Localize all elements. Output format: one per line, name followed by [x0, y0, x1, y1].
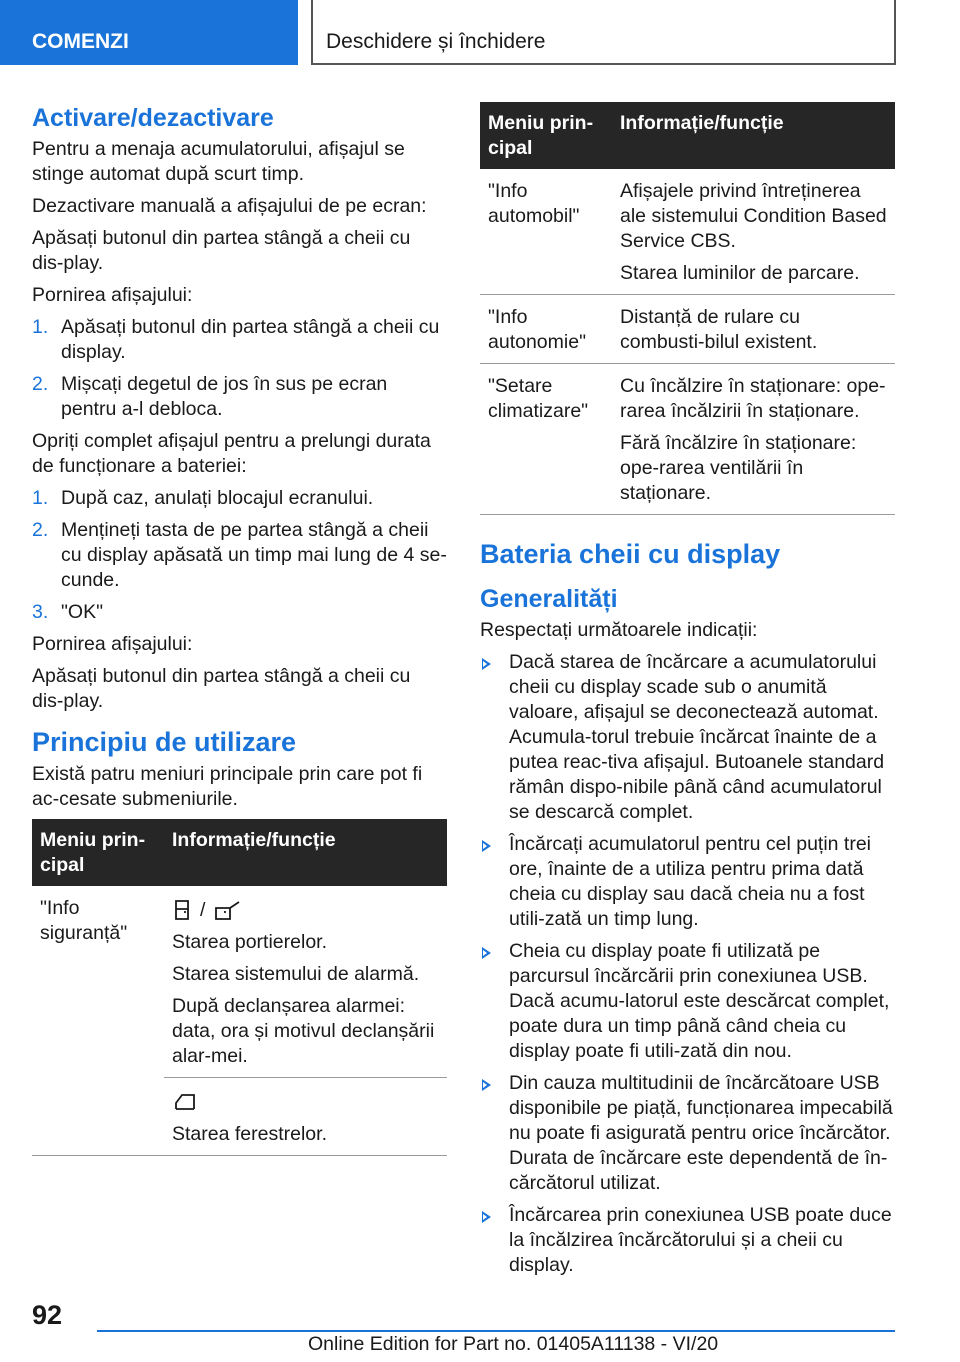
list-item	[32, 600, 447, 625]
paragraph: Respectați următoarele indicații:	[480, 619, 758, 641]
bullet-text: Cheia cu display poate fi utilizată pe parcursul încărcării prin conexiunea USB. Dacă acumu-latorul este descărcat complet, poate dura un timp până când cheia cu display poate fi utili-zată din nou.	[509, 940, 890, 1062]
footer-divider	[97, 1330, 895, 1332]
table-header-row	[32, 819, 447, 886]
paragraph: Dezactivare manuală a afișajului de pe ecran:	[32, 195, 427, 217]
step-number: 2.	[32, 373, 49, 395]
left-column	[32, 100, 447, 1164]
bullet-text: Încărcați acumulatorul pentru cel puțin trei ore, înainte de a utiliza pentru prima dată cheia cu display sau dacă cheia nu a fost utili-zată un timp lung.	[509, 833, 872, 930]
info-line: Distanță de rulare cu combusti-bilul existent.	[620, 306, 818, 353]
table-header-menu: Meniu prin-cipal	[32, 819, 164, 886]
paragraph: Există patru meniuri principale prin care pot fi ac-cesate submeniurile.	[32, 763, 423, 810]
table-cell-menu: "Info automobil"	[480, 169, 612, 295]
bullet-triangle-icon	[482, 1211, 491, 1223]
info-line: Cu încălzire în staționare: ope-rarea încălzirii în staționare.	[620, 375, 886, 422]
paragraph: Opriți complet afișajul pentru a prelungi durata de funcționare a bateriei:	[32, 430, 431, 477]
bullet-text: Dacă starea de încărcare a acumulatorului cheii cu display scade sub o anumită valoare, afișajul se deconectează automat. Acumula-torul trebuie încărcat înainte de a putea reac-tiva afișajul. Butoanele standard rămân dispo-nibile până când acumulatorul se descarcă complet.	[509, 651, 885, 823]
heading-principle: Principiu de utilizare	[32, 727, 297, 757]
door-closed-icon	[172, 899, 192, 921]
table-header-menu: Meniu prin-cipal	[480, 102, 612, 169]
bullet-triangle-icon	[482, 840, 491, 852]
table-row	[480, 364, 895, 515]
sub-row-windows	[164, 1077, 447, 1147]
paragraph: Apăsați butonul din partea stângă a cheii cu dis-play.	[32, 665, 411, 712]
table-cell-menu: "Info siguranță"	[32, 886, 164, 1156]
step-text: Apăsați butonul din partea stângă a cheii cu display.	[61, 316, 440, 363]
table-header-row	[480, 102, 895, 169]
bullet-triangle-icon	[482, 1079, 491, 1091]
list-item	[32, 486, 447, 511]
bullet-text: Din cauza multitudinii de încărcătoare USB disponibile pe piață, funcționarea impecabilă nu poate fi asigurată pentru orice încărcător. Durata de încărcare este dependentă de în-cărcătorul utilizat.	[509, 1072, 893, 1194]
list-item	[32, 372, 447, 422]
steps-list-1	[32, 315, 447, 422]
step-number: 3.	[32, 601, 49, 623]
list-item	[480, 832, 895, 932]
list-item	[480, 1203, 895, 1278]
list-item	[480, 939, 895, 1064]
heading-activation: Activare/dezactivare	[32, 104, 274, 132]
paragraph: Pentru a menaja acumulatorului, afișajul se stinge automat după scurt timp.	[32, 138, 405, 185]
step-text: După caz, anulați blocajul ecranului.	[61, 487, 374, 509]
table-row	[480, 169, 895, 295]
page-number: 92	[32, 1300, 63, 1330]
section-tab: COMENZI	[0, 0, 298, 65]
list-item	[32, 518, 447, 593]
paragraph: Pornirea afișajului:	[32, 633, 193, 655]
list-item	[32, 315, 447, 365]
heading-general: Generalități	[480, 585, 618, 613]
slash-separator: /	[200, 898, 206, 921]
heading-battery: Bateria cheii cu display	[480, 539, 781, 569]
info-line: Fără încălzire în staționare: ope-rarea ventilării în staționare.	[620, 432, 857, 504]
table-cell-info	[164, 886, 447, 1156]
info-line: Starea luminilor de parcare.	[620, 262, 860, 284]
list-item	[480, 1071, 895, 1196]
bullet-triangle-icon	[482, 658, 491, 670]
info-line: Starea ferestrelor.	[172, 1123, 327, 1145]
info-line: Starea sistemului de alarmă.	[172, 963, 420, 985]
notes-list	[480, 650, 895, 1278]
door-open-icon	[213, 899, 243, 921]
menu-table-left	[32, 819, 447, 1156]
menu-table-right	[480, 102, 895, 515]
bullet-triangle-icon	[482, 947, 491, 959]
window-icon-line	[172, 1088, 441, 1116]
door-icons-line	[172, 896, 441, 924]
step-number: 1.	[32, 316, 49, 338]
step-text: Mișcați degetul de jos în sus pe ecran pentru a-l debloca.	[61, 373, 388, 420]
step-number: 2.	[32, 519, 49, 541]
table-header-info: Informație/funcție	[164, 819, 447, 886]
info-line: După declanșarea alarmei: data, ora și motivul declanșării alar-mei.	[172, 995, 435, 1067]
table-header-info: Informație/funcție	[612, 102, 895, 169]
chapter-title: Deschidere și închidere	[311, 0, 896, 65]
step-text: "OK"	[61, 601, 104, 623]
table-cell-menu: "Info autonomie"	[480, 295, 612, 364]
footer-edition: Online Edition for Part no. 01405A11138 - VI/20	[308, 1333, 719, 1355]
table-cell-info	[612, 169, 895, 295]
info-line: Starea portierelor.	[172, 931, 328, 953]
paragraph: Pornirea afișajului:	[32, 284, 193, 306]
right-column	[480, 102, 895, 1285]
table-row	[480, 295, 895, 364]
bullet-text: Încărcarea prin conexiunea USB poate duce la încălzirea încărcătorului și a cheii cu display.	[509, 1204, 892, 1276]
table-row	[32, 886, 447, 1156]
step-number: 1.	[32, 487, 49, 509]
step-text: Mențineți tasta de pe partea stângă a cheii cu display apăsată un timp mai lung de 4 se-cunde.	[61, 519, 447, 591]
info-line: Afișajele privind întreținerea ale sistemului Condition Based Service CBS.	[620, 180, 887, 252]
list-item	[480, 650, 895, 825]
paragraph: Apăsați butonul din partea stângă a cheii cu dis-play.	[32, 227, 411, 274]
steps-list-2	[32, 486, 447, 625]
window-icon	[172, 1091, 198, 1113]
table-cell-info	[612, 295, 895, 364]
table-cell-info	[612, 364, 895, 515]
table-cell-menu: "Setare climatizare"	[480, 364, 612, 515]
